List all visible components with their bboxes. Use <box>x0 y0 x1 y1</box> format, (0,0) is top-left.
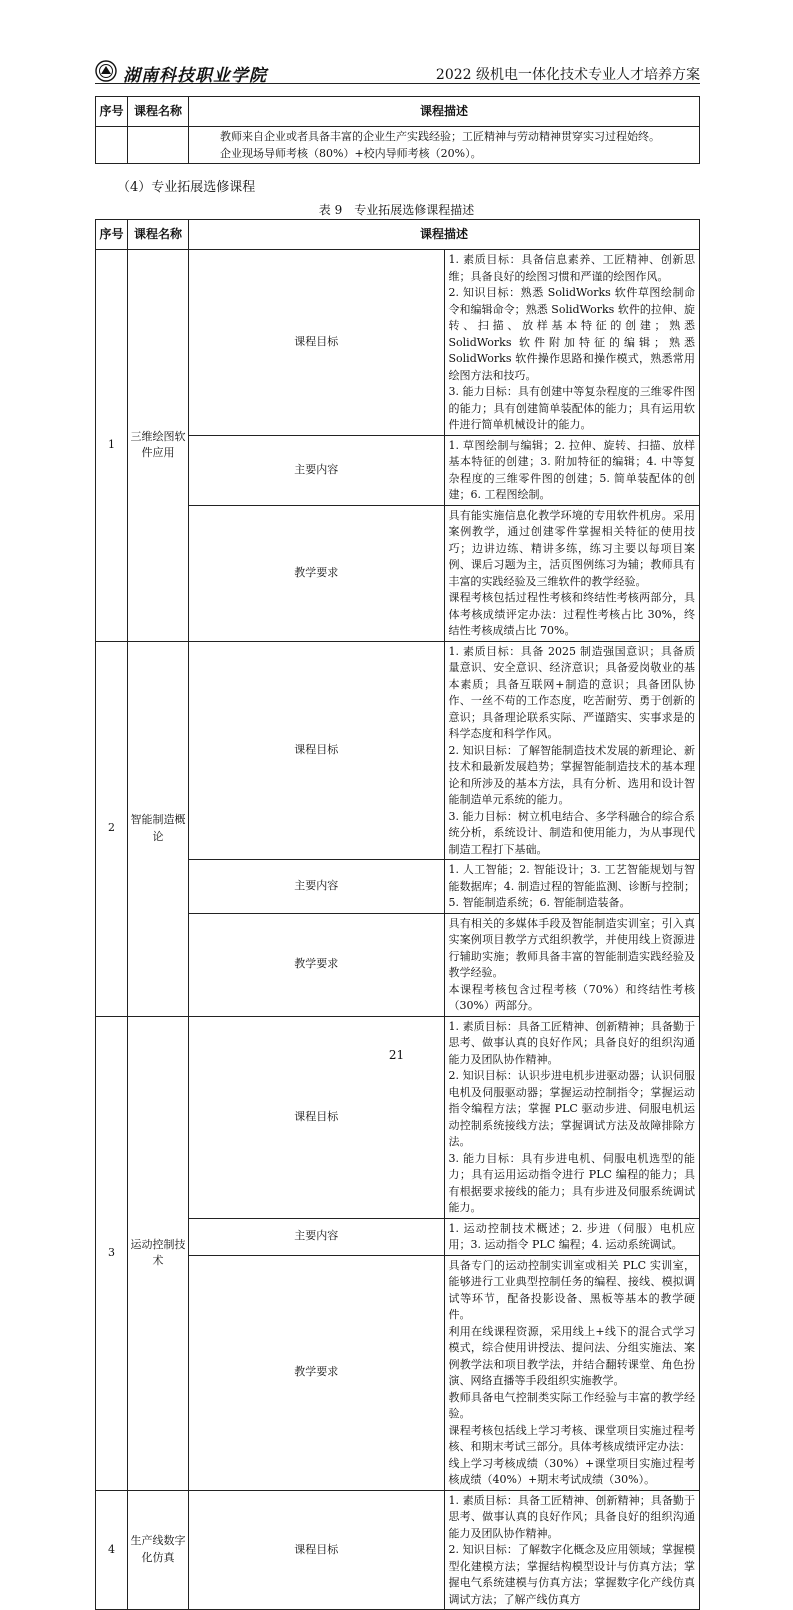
section-content <box>444 1016 700 1218</box>
course-name: 生产线数字化仿真 <box>128 1490 189 1610</box>
column-header-name: 课程名称 <box>128 97 189 127</box>
section-label: 主要内容 <box>189 1218 445 1255</box>
section-content <box>444 1218 700 1255</box>
desc-line: 本课程考核包含过程考核（70%）和终结性考核（30%）两部分。 <box>448 982 695 1012</box>
section-content <box>444 250 700 436</box>
column-header-no: 序号 <box>96 220 128 250</box>
desc-line: 具有能实施信息化教学环境的专用软件机房。采用案例教学，通过创建零件掌握相关特征的使用技巧；边讲边练、精讲多练，练习主要以每项目案例、课后习题为主，活页图例练习为辅；教师具有丰富的实践经验及三维软件的教学经验。 <box>448 508 695 588</box>
elective-course-table <box>95 219 700 1610</box>
document-title: 2022 级机电一体化技术专业人才培养方案 <box>435 67 700 83</box>
table-row <box>96 250 700 436</box>
school-name: 湖南科技职业学院 <box>123 66 267 86</box>
section-content <box>444 860 700 914</box>
desc-line: 1. 素质目标：具备信息素养、工匠精神、创新思维；具备良好的绘图习惯和严谨的绘图作风。 <box>448 253 695 283</box>
section-label: 课程目标 <box>189 1490 445 1610</box>
section-content <box>444 1490 700 1610</box>
empty-cell <box>96 127 128 164</box>
desc-line: 2. 知识目标：了解数字化概念及应用领域；掌握模型化建模方法；掌握结构模型设计与仿真方法；掌握电气系统建模与仿真方法；掌握数字化产线仿真调试方法；了解产线仿真方 <box>448 1543 695 1606</box>
section-content <box>444 641 700 860</box>
section-content <box>444 1255 700 1490</box>
course-name: 智能制造概论 <box>128 641 189 1016</box>
course-number: 2 <box>96 641 128 1016</box>
desc-line: 2. 知识目标：熟悉 SolidWorks 软件草图绘制命令和编辑命令；熟悉 SolidWorks 软件的拉伸、旋转、扫描、放样基本特征的创建；熟悉 SolidWorks 软件附加特征的编辑；熟悉 SolidWorks 软件操作思路和操作模式，熟悉常用绘图方法和技巧。 <box>448 286 695 382</box>
desc-line: 2. 知识目标：了解智能制造技术发展的新理论、新技术和最新发展趋势；掌握智能制造技术的基本理论和所涉及的基本方法，具有分析、选用和设计智能制造单元系统的能力。 <box>448 743 695 806</box>
desc-line: 1. 素质目标：具备工匠精神、创新精神；具备勤于思考、做事认真的良好作风；具备良好的组织沟通能力及团队协作精神。 <box>448 1493 695 1540</box>
section-content <box>444 505 700 641</box>
desc-line: 3. 能力目标：具有创建中等复杂程度的三维零件图的能力；具有创建简单装配体的能力；具有运用软件进行简单机械设计的能力。 <box>448 385 695 431</box>
course-name: 三维绘图软件应用 <box>128 250 189 642</box>
continued-table <box>95 96 700 164</box>
column-header-desc: 课程描述 <box>189 220 700 250</box>
desc-line: 1. 人工智能；2. 智能设计；3. 工艺智能规划与智能数据库；4. 制造过程的智能监测、诊断与控制；5. 智能制造系统；6. 智能制造装备。 <box>448 863 695 909</box>
course-number: 4 <box>96 1490 128 1610</box>
desc-line: 1. 草图绘制与编辑；2. 拉伸、旋转、扫描、放样基本特征的创建；3. 附加特征的编辑；4. 中等复杂程度的三维零件图的创建；5. 简单装配体的创建；6. 工程图绘制。 <box>448 438 695 501</box>
table-row <box>96 127 700 164</box>
desc-line: 1. 运动控制技术概述；2. 步进（伺服）电机应用；3. 运动指令 PLC 编程；4. 运动系统调试。 <box>448 1221 695 1251</box>
desc-line: 课程考核包括线上学习考核、课堂项目实施过程考核、和期末考试三部分。具体考核成绩评定办法： <box>448 1423 695 1453</box>
table-header-row <box>96 220 700 250</box>
section-title: （4）专业拓展选修课程 <box>117 180 256 195</box>
page-number: 21 <box>388 1048 405 1062</box>
desc-line: 1. 素质目标：具备 2025 制造强国意识；具备质量意识、安全意识、经济意识；具备爱岗敬业的基本素质；具备互联网+制造的意识；具备团队协作、一丝不苟的工作态度，吃苦耐劳、勇于创新的意识；具备理论联系实际、严谨踏实、实事求是的科学态度和科学作风。 <box>448 644 695 740</box>
desc-line: 教师来自企业或者具备丰富的企业生产实践经验；工匠精神与劳动精神贯穿实习过程始终。 <box>220 130 660 143</box>
page-header <box>95 58 700 84</box>
desc-line: 2. 知识目标：认识步进电机步进驱动器；认识伺服电机及伺服驱动器；掌握运动控制指令；掌握运动指令编程方法；掌握 PLC 驱动步进、伺服电机运动控制系统接线方法；掌握调试方法及故障排除方法。 <box>448 1069 695 1148</box>
desc-line: 线上学习考核成绩（30%）+课堂项目实施过程考核成绩（40%）+期末考试成绩（30%）。 <box>448 1456 695 1486</box>
section-label: 主要内容 <box>189 860 445 914</box>
school-emblem-icon <box>95 60 117 82</box>
section-label: 主要内容 <box>189 435 445 505</box>
table-caption: 表 9 专业拓展选修课程描述 <box>318 203 475 217</box>
section-label: 教学要求 <box>189 505 445 641</box>
section-content <box>444 913 700 1016</box>
course-name: 运动控制技术 <box>128 1016 189 1490</box>
desc-line: 具备专门的运动控制实训室或相关 PLC 实训室，能够进行工业典型控制任务的编程、接线、模拟调试等环节，配备投影设备、黑板等基本的教学硬件。 <box>448 1258 695 1321</box>
table-row <box>96 641 700 860</box>
column-header-name: 课程名称 <box>128 220 189 250</box>
desc-line: 利用在线课程资源，采用线上+线下的混合式学习模式，综合使用讲授法、提问法、分组实施法、案例教学法和项目教学法，并结合翻转课堂、角色扮演、网络直播等手段组织实施教学。 <box>448 1324 695 1387</box>
column-header-no: 序号 <box>96 97 128 127</box>
table-row <box>96 1490 700 1610</box>
desc-line: 具有相关的多媒体手段及智能制造实训室；引入真实案例项目教学方式组织教学，并使用线上资源进行辅助实施；教师具备丰富的智能制造实践经验及教学经验。 <box>448 916 695 979</box>
course-description <box>189 127 700 164</box>
course-number: 1 <box>96 250 128 642</box>
empty-cell <box>128 127 189 164</box>
table-header-row <box>96 97 700 127</box>
section-label: 教学要求 <box>189 1255 445 1490</box>
desc-line: 3. 能力目标：具有步进电机、伺服电机选型的能力；具有运用运动指令进行 PLC 编程的能力；具有根据要求接线的能力；具有步进及伺服系统调试能力。 <box>448 1151 695 1214</box>
section-label: 课程目标 <box>189 1016 445 1218</box>
desc-line: 课程考核包括过程性考核和终结性考核两部分，具体考核成绩评定办法：过程性考核占比 30%，终结性考核成绩占比 70%。 <box>448 591 695 637</box>
table-row <box>96 1016 700 1218</box>
section-label: 课程目标 <box>189 641 445 860</box>
desc-line: 企业现场导师考核（80%）+校内导师考核（20%）。 <box>220 146 482 160</box>
section-content <box>444 435 700 505</box>
desc-line: 教师具备电气控制类实际工作经验与丰富的教学经验。 <box>448 1390 695 1420</box>
section-label: 教学要求 <box>189 913 445 1016</box>
column-header-desc: 课程描述 <box>189 97 700 127</box>
section-label: 课程目标 <box>189 250 445 436</box>
desc-line: 3. 能力目标：树立机电结合、多学科融合的综合系统分析，系统设计、制造和使用能力，为从事现代制造工程打下基础。 <box>448 809 695 856</box>
course-number: 3 <box>96 1016 128 1490</box>
desc-line: 1. 素质目标：具备工匠精神、创新精神；具备勤于思考、做事认真的良好作风；具备良好的组织沟通能力及团队协作精神。 <box>448 1019 695 1066</box>
